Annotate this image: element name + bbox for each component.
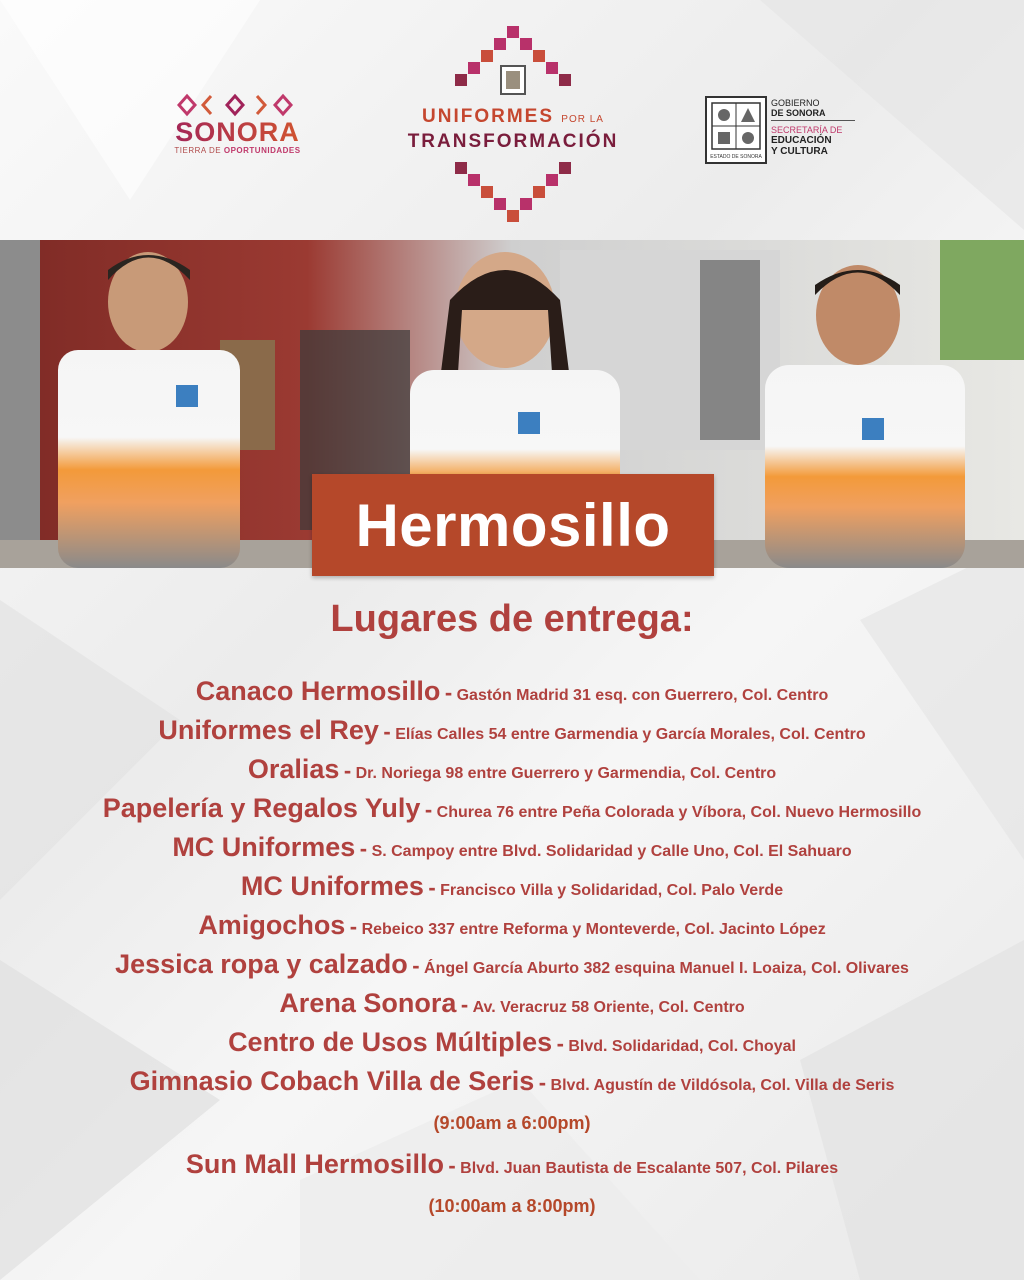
- location-address: Blvd. Agustín de Vildósola, Col. Villa de Seris: [550, 1077, 895, 1094]
- government-logo: [705, 96, 865, 160]
- sonora-tagline: TIERRA DE OPORTUNIDADES: [174, 146, 301, 155]
- location-address: Dr. Noriega 98 entre Guerrero y Garmendia, Col. Centro: [355, 765, 777, 782]
- city-title: Hermosillo: [355, 491, 671, 559]
- location-address: Rebeico 337 entre Reforma y Monteverde, Col. Jacinto López: [361, 921, 826, 938]
- location-address: Ángel García Aburto 382 esquina Manuel I. Loaiza, Col. Olivares: [424, 960, 909, 977]
- header: [0, 0, 1024, 240]
- location-name: Centro de Usos Múltiples: [228, 1027, 553, 1057]
- gov-line2: DE SONORA: [771, 108, 826, 118]
- list-item: Canaco Hermosillo - Gastón Madrid 31 esq. con Guerrero, Col. Centro: [195, 676, 829, 706]
- list-item: Sun Mall Hermosillo - Blvd. Juan Bautista de Escalante 507, Col. Pilares: [185, 1149, 839, 1179]
- location-name: MC Uniformes: [240, 871, 424, 901]
- location-name: Papelería y Regalos Yuly: [102, 793, 421, 823]
- gov-line1: GOBIERNO: [771, 98, 820, 108]
- list-item: Papelería y Regalos Yuly - Churea 76 entre Peña Colorada y Víbora, Col. Nuevo Hermosillo: [102, 793, 922, 823]
- location-address: Churea 76 entre Peña Colorada y Víbora, Col. Nuevo Hermosillo: [436, 804, 922, 821]
- location-name: Jessica ropa y calzado: [115, 949, 408, 979]
- location-name: Amigochos: [198, 910, 346, 940]
- gov-line5: Y CULTURA: [771, 146, 828, 157]
- city-title-box: [312, 474, 714, 576]
- gov-divider: [771, 120, 855, 121]
- location-address: S. Campoy entre Blvd. Solidaridad y Calle Uno, Col. El Sahuaro: [371, 843, 852, 860]
- location-address: Blvd. Juan Bautista de Escalante 507, Col. Pilares: [460, 1160, 839, 1177]
- location-name: Oralias: [247, 754, 340, 784]
- gov-line4: EDUCACIÓN: [771, 135, 832, 146]
- list-item: Uniformes el Rey - Elías Calles 54 entre Garmendia y García Morales, Col. Centro: [158, 715, 866, 745]
- program-title-line1: UNIFORMES POR LA: [422, 106, 604, 127]
- section-title: Lugares de entrega:: [330, 598, 694, 640]
- sonora-brand: SONORA: [165, 118, 310, 146]
- location-address: Elías Calles 54 entre Garmendia y García Morales, Col. Centro: [395, 726, 866, 743]
- list-item: Amigochos - Rebeico 337 entre Reforma y Monteverde, Col. Jacinto López: [198, 910, 826, 940]
- location-name: Gimnasio Cobach Villa de Seris: [129, 1066, 535, 1096]
- program-logo: [368, 26, 658, 231]
- locations-list: [0, 672, 1024, 1228]
- sonora-logo: [165, 92, 310, 164]
- gov-line3: SECRETARÍA DE: [771, 125, 843, 135]
- state-seal-icon: [705, 96, 767, 164]
- location-name: Uniformes el Rey: [158, 715, 379, 745]
- location-address: Av. Veracruz 58 Oriente, Col. Centro: [472, 999, 745, 1016]
- list-item: Centro de Usos Múltiples - Blvd. Solidaridad, Col. Choyal: [228, 1027, 796, 1057]
- location-address: Gastón Madrid 31 esq. con Guerrero, Col. Centro: [456, 687, 829, 704]
- hours-sun-mall: (10:00am a 8:00pm): [428, 1196, 596, 1216]
- location-name: MC Uniformes: [172, 832, 356, 862]
- location-name: Sun Mall Hermosillo: [185, 1149, 444, 1179]
- location-address: Francisco Villa y Solidaridad, Col. Palo Verde: [440, 882, 784, 899]
- location-name: Arena Sonora: [279, 988, 457, 1018]
- sonora-pattern-icon: [177, 92, 297, 118]
- location-name: Canaco Hermosillo: [195, 676, 441, 706]
- location-address: Blvd. Solidaridad, Col. Choyal: [568, 1038, 796, 1055]
- svg-text:ESTADO DE SONORA: ESTADO DE SONORA: [710, 154, 762, 160]
- list-item: Jessica ropa y calzado - Ángel García Aburto 382 esquina Manuel I. Loaiza, Col. Olivares: [115, 949, 909, 979]
- list-item: Arena Sonora - Av. Veracruz 58 Oriente, Col. Centro: [279, 988, 745, 1018]
- hours-gimnasio: (9:00am a 6:00pm): [433, 1113, 591, 1133]
- program-title-line2: TRANSFORMACIÓN: [407, 131, 619, 152]
- list-item: MC Uniformes - S. Campoy entre Blvd. Solidaridad y Calle Uno, Col. El Sahuaro: [172, 832, 852, 862]
- list-item: Oralias - Dr. Noriega 98 entre Guerrero y Garmendia, Col. Centro: [247, 754, 777, 784]
- list-item: MC Uniformes - Francisco Villa y Solidaridad, Col. Palo Verde: [240, 871, 784, 901]
- list-item: Gimnasio Cobach Villa de Seris - Blvd. Agustín de Vildósola, Col. Villa de Seris: [129, 1066, 895, 1096]
